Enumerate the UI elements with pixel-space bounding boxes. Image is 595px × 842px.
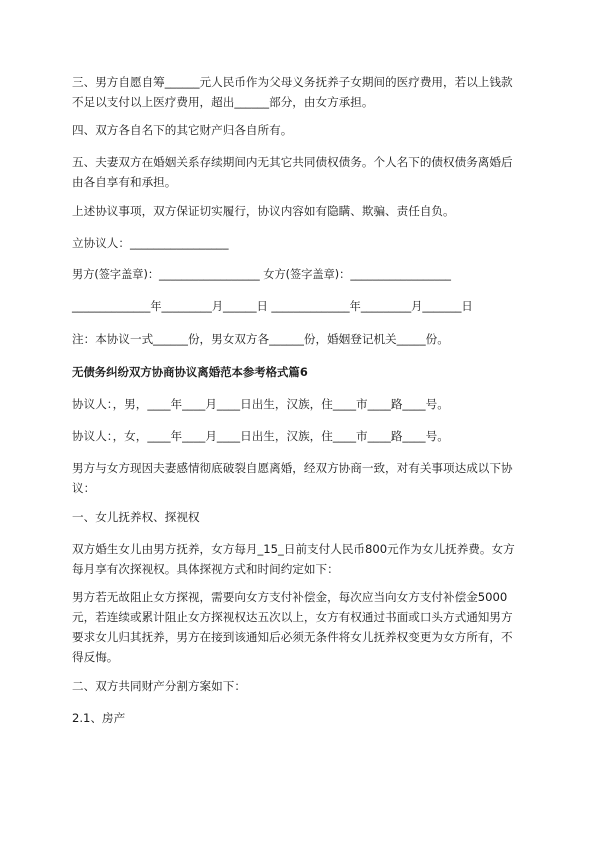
clause-five-paragraph: 五、夫妻双方在婚姻关系存续期间内无其它共同债权债务。个人名下的债权债务离婚后由各自享有和承担。: [72, 155, 513, 189]
clause-four-paragraph: 四、双方各自名下的其它财产归各自所有。: [72, 123, 293, 137]
intro-paragraph: 男方与女方现因夫妻感情彻底破裂自愿离婚，经双方协商一致，对有关事项达成以下协议：: [72, 461, 513, 495]
party-male-line: 协议人：，男，____年____月____日出生，汉族，住____市____路____号。: [72, 397, 449, 411]
section-heading: 无债务纠纷双方协商协议离婚范本参考格式篇6: [72, 365, 308, 379]
custody-paragraph: 双方婚生女儿由男方抚养，女方每月_15_日前支付人民币800元作为女儿抚养费。女方每月享有次探视权。具体探视方式和时间约定如下：: [72, 542, 515, 576]
clause-three-paragraph: 三、男方自愿自筹______元人民币作为父母义务抚养子女期间的医疗费用，若以上钱款不足以支付以上医疗费用，超出______部分，由女方承担。: [72, 75, 513, 109]
guarantee-paragraph: 上述协议事项，双方保证切实履行，协议内容如有隐瞒、欺骗、责任自负。: [72, 204, 455, 218]
signatory-line: 立协议人：_________________: [72, 236, 229, 250]
custody-heading: 一、女儿抚养权、探视权: [72, 510, 200, 524]
signature-line: 男方(签字盖章)：__________________ 女方(签字盖章)：__________________: [72, 268, 452, 281]
party-female-line: 协议人：，女，____年____月____日出生，汉族，住____市____路____号。: [72, 429, 449, 443]
date-line: ______________年_________月______日 ______________年_________月_______日: [72, 300, 473, 313]
property-heading: 二、双方共同财产分割方案如下：: [72, 679, 246, 693]
visitation-paragraph: 男方若无故阻止女方探视，需要向女方支付补偿金，每次应当向女方支付补偿金5000元，若连续或累计阻止女方探视权达五次以上，女方有权通过书面或口头方式通知男方要求女儿归其抚养，男方在接到该通知后必须无条件将女儿抚养权变更为女方所有，不得反悔。: [72, 590, 513, 664]
copies-note: 注：本协议一式______份，男女双方各______份，婚姻登记机关_____份。: [72, 332, 449, 346]
house-subheading: 2.1、房产: [72, 711, 126, 725]
